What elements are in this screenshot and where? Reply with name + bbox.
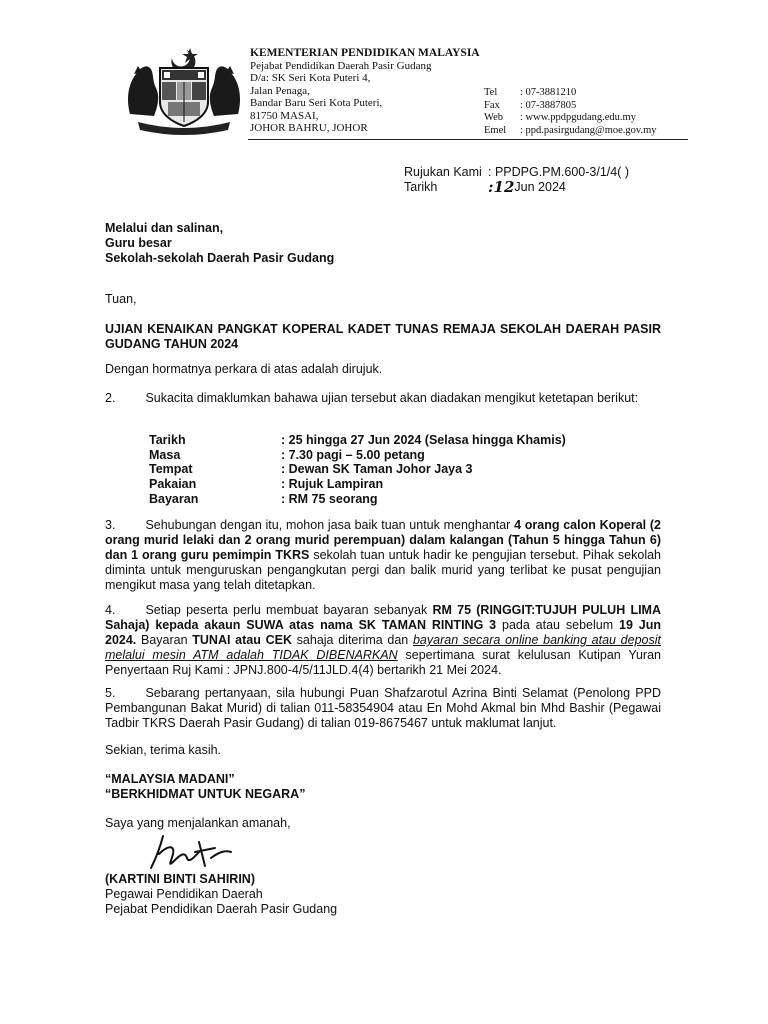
contact-label: Emel xyxy=(484,124,507,136)
paragraph-text: Sukacita dimaklumkan bahawa ujian tersebut akan diadakan mengikut ketetapan berikut: xyxy=(145,391,639,405)
date-row xyxy=(404,180,629,195)
slogan-line: “MALAYSIA MADANI” xyxy=(105,772,235,786)
detail-value: : Rujuk Lampiran xyxy=(281,477,384,492)
paragraph-5 xyxy=(105,686,661,731)
paragraph-text: Bayaran xyxy=(136,633,193,647)
paragraph-3 xyxy=(105,518,661,593)
reference-block xyxy=(404,165,629,195)
reference-row xyxy=(404,165,629,180)
letterhead-address xyxy=(250,47,480,135)
contact-label: Web xyxy=(484,112,503,123)
paragraph-number: 4. xyxy=(105,603,116,617)
detail-label: Bayaran xyxy=(149,491,199,506)
reference-label: Rujukan Kami xyxy=(404,165,482,179)
detail-row xyxy=(149,477,566,492)
detail-row xyxy=(149,492,566,507)
contact-row xyxy=(484,87,657,100)
signatory-title: Pegawai Pendidikan Daerah xyxy=(105,887,263,901)
paragraph-text: sekolah tuan untuk hadir ke pengujian tersebut. Pihak sekolah diminta untuk menguruskan pengangkutan pergi dan balik murid yang terlibat ke pusat pengujian mengikut masa yang telah ditetapkan. xyxy=(105,548,661,592)
detail-label: Pakaian xyxy=(149,477,197,492)
date-colon: : xyxy=(488,178,494,196)
address-line: D/a: SK Seri Kota Puteri 4, xyxy=(250,72,371,84)
paragraph-text: Sehubungan dengan itu, mohon jasa baik tuan untuk menghantar xyxy=(145,518,515,532)
address-line: JOHOR BAHRU, JOHOR xyxy=(250,122,368,134)
paragraph-number: 5. xyxy=(105,686,116,700)
paragraph-text: sepertimana surat kelulusan Kutipan Yuran Penyertaan Ruj Kami : JPNJ.800-4/5/11JLD.4(4) bertarikh 21 Mei 2024. xyxy=(105,648,662,677)
signatory-name: (KARTINI BINTI SAHIRIN) xyxy=(105,872,255,886)
address-line: Jalan Penaga, xyxy=(250,84,310,97)
paragraph-bold-text: TUNAI atau CEK xyxy=(192,633,292,647)
subject-heading: UJIAN KENAIKAN PANGKAT KOPERAL KADET TUNAS REMAJA SEKOLAH DAERAH PASIR GUDANG TAHUN 2024 xyxy=(105,322,661,351)
detail-label: Masa xyxy=(149,447,181,462)
address-line: 81750 MASAI, xyxy=(250,109,319,122)
detail-value: : Dewan SK Taman Johor Jaya 3 xyxy=(281,462,473,477)
letterhead-divider xyxy=(248,139,688,140)
contact-label: Fax xyxy=(484,99,500,111)
exam-details xyxy=(149,433,566,507)
contact-row xyxy=(484,112,657,125)
detail-label: Tarikh xyxy=(149,433,186,447)
addressee-block xyxy=(105,221,665,266)
address-line: Bandar Baru Seri Kota Puteri, xyxy=(250,97,383,109)
slogans xyxy=(105,772,665,802)
contact-row xyxy=(484,125,657,138)
closing-line: Sekian, terima kasih. xyxy=(105,743,222,757)
contact-value: : 07-3881210 xyxy=(520,87,577,98)
date-day-handwritten: 12 xyxy=(493,178,515,196)
paragraph-4 xyxy=(105,603,661,678)
salutation: Tuan, xyxy=(105,292,137,306)
addressee-line: Guru besar xyxy=(105,236,172,250)
paragraph-bold-text: RM 75 (RINGGIT:TUJUH PULUH LIMA Sahaja) kepada akaun SUWA atas nama SK TAMAN RINTING 3 xyxy=(105,603,661,632)
addressee-line: Sekolah-sekolah Daerah Pasir Gudang xyxy=(105,251,335,265)
date-month-year: Jun 2024 xyxy=(514,180,566,194)
ministry-name: KEMENTERIAN PENDIDIKAN MALAYSIA xyxy=(250,47,480,59)
contact-value: : www.ppdpgudang.edu.my xyxy=(520,112,636,123)
paragraph-number: 3. xyxy=(105,518,116,532)
slogan-line: “BERKHIDMAT UNTUK NEGARA” xyxy=(105,787,306,801)
paragraph-text: Setiap peserta perlu membuat bayaran sebanyak xyxy=(145,603,433,617)
signatory-block xyxy=(105,872,665,917)
contact-label: Tel xyxy=(484,87,498,98)
paragraph-text: Sebarang pertanyaan, sila hubungi Puan Shafzarotul Azrina Binti Selamat (Penolong PPD Pembangunan Bakat Murid) di talian 011-58354904 atau En Mohd Akmal bin Mhd Bashir (Pegawai Tadbir TKRS Daerah Pasir Gudang) di talian 019-8675467 untuk maklumat lanjut. xyxy=(105,686,661,730)
paragraph-2 xyxy=(105,391,665,406)
paragraph-text: sahaja diterima dan xyxy=(291,633,413,647)
detail-value: : 25 hingga 27 Jun 2024 (Selasa hingga Khamis) xyxy=(281,433,566,447)
paragraph-number: 2. xyxy=(105,391,116,405)
contact-row xyxy=(484,100,657,113)
trust-line: Saya yang menjalankan amanah, xyxy=(105,816,291,830)
paragraph-text: pada atau sebelum xyxy=(496,618,619,632)
detail-label: Tempat xyxy=(149,462,193,477)
coat-of-arms-logo xyxy=(124,44,244,136)
paragraph-bold-text: 19 Jun 2024. xyxy=(105,618,661,647)
contact-value: : ppd.pasirgudang@moe.gov.my xyxy=(520,124,657,136)
signatory-office: Pejabat Pendidikan Daerah Pasir Gudang xyxy=(105,902,338,916)
detail-value: : 7.30 pagi – 5.00 petang xyxy=(281,447,425,462)
letterhead-contacts xyxy=(484,87,657,137)
paragraph-bold-text: 4 orang calon Koperal (2 orang murid lelaki dan 2 orang murid perempuan) dalam kalangan (Tahun 5 hingga Tahun 6) dan 1 orang guru pemimpin TKRS xyxy=(105,518,662,562)
reference-value: : PPDPG.PM.600-3/1/4( ) xyxy=(488,165,630,179)
detail-row xyxy=(149,462,566,477)
handwritten-signature xyxy=(145,832,237,874)
detail-row xyxy=(149,433,566,448)
paragraph-italic-underlined-text: bayaran secara online banking atau deposit melalui mesin ATM adalah TIDAK DIBENARKAN xyxy=(105,633,661,662)
date-label: Tarikh xyxy=(404,180,438,194)
addressee-line: Melalui dan salinan, xyxy=(105,221,224,235)
detail-row xyxy=(149,448,566,463)
address-line: Pejabat Pendidikan Daerah Pasir Gudang xyxy=(250,59,432,72)
contact-value: : 07-3887805 xyxy=(520,99,577,111)
detail-value: : RM 75 seorang xyxy=(281,491,378,506)
intro-paragraph: Dengan hormatnya perkara di atas adalah dirujuk. xyxy=(105,362,383,376)
